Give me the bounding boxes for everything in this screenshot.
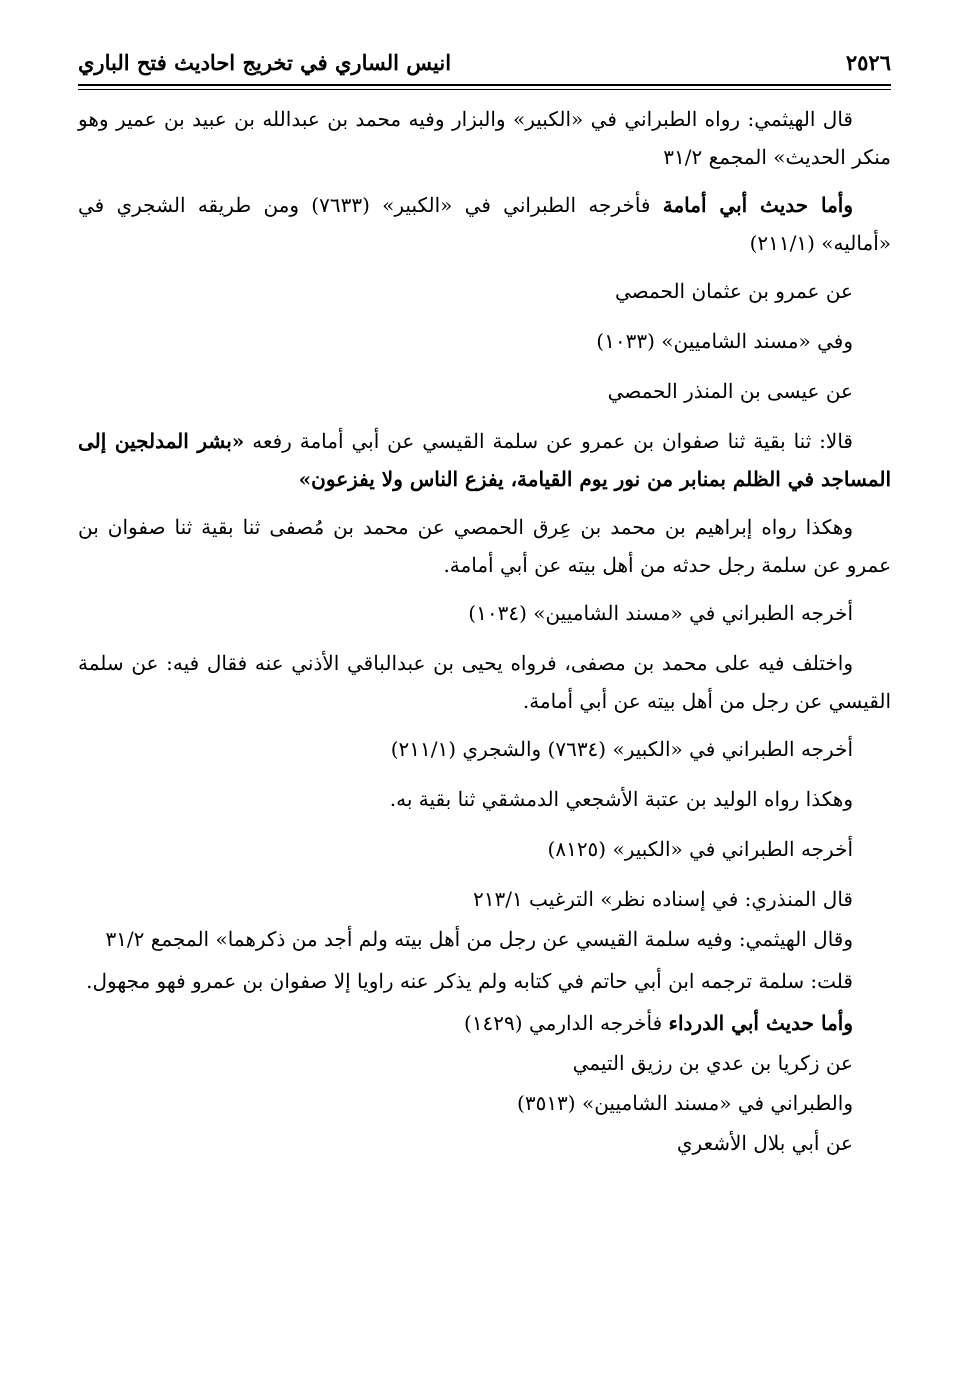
paragraph: واختلف فيه على محمد بن مصفى، فرواه يحيى بن عبدالباقي الأذني عنه فقال فيه: عن سلمة القيسي عن رجل من أهل بيته عن أبي أمامة.	[78, 651, 891, 713]
section-heading: وأما حديث أبي أمامة	[662, 193, 853, 217]
paragraph: قالا: ثنا بقية ثنا صفوان بن عمرو عن سلمة القيسي عن أبي أمامة رفعه «بشر المدلجين إلى المساجد في الظلم بمنابر من نور يوم القيامة، يفزع الناس ولا يفزعون»	[78, 429, 891, 491]
paragraph: وقال الهيثمي: وفيه سلمة القيسي عن رجل من أهل بيته ولم أجد من ذكرهما» المجمع ٣١/٢	[105, 927, 853, 951]
book-title: انيس الساري في تخريج احاديث فتح الباري	[78, 49, 452, 75]
paragraph: قال المنذري: في إسناده نظر» الترغيب ٢١٣/١	[472, 887, 853, 911]
page-number: ٢٥٢٦	[845, 49, 891, 75]
paragraph: أخرجه الطبراني في «مسند الشاميين» (١٠٣٤)	[468, 601, 853, 625]
page-header	[78, 42, 891, 82]
hadith-text: «بشر المدلجين إلى المساجد في الظلم بمنابر من نور يوم القيامة، يفزع الناس ولا يفزعون»	[78, 429, 891, 491]
paragraph: وهكذا رواه الوليد بن عتبة الأشجعي الدمشقي ثنا بقية به.	[389, 787, 853, 811]
paragraph: قلت: سلمة ترجمه ابن أبي حاتم في كتابه ولم يذكر عنه راويا إلا صفوان بن عمرو فهو مجهول.	[86, 969, 853, 993]
paragraph: وأما حديث أبي أمامة فأخرجه الطبراني في «الكبير» (٧٦٣٣) ومن طريقه الشجري في «أماليه» (٢١١/١)	[78, 193, 891, 255]
header-rule-thin	[78, 89, 891, 90]
paragraph: عن عيسى بن المنذر الحمصي	[607, 379, 853, 403]
section-heading: وأما حديث أبي الدرداء	[668, 1011, 853, 1035]
paragraph: أخرجه الطبراني في «الكبير» (٧٦٣٤) والشجري (٢١١/١)	[390, 737, 853, 761]
paragraph: عن زكريا بن عدي بن رزيق التيمي	[572, 1051, 853, 1075]
paragraph: والطبراني في «مسند الشاميين» (٣٥١٣)	[517, 1091, 853, 1115]
header-rule	[78, 84, 891, 86]
paragraph: عن عمرو بن عثمان الحمصي	[614, 279, 853, 303]
page-body	[78, 100, 891, 1164]
paragraph: أخرجه الطبراني في «الكبير» (٨١٢٥)	[547, 837, 853, 861]
paragraph: وفي «مسند الشاميين» (١٠٣٣)	[596, 329, 853, 353]
paragraph: عن أبي بلال الأشعري	[676, 1131, 853, 1155]
paragraph: وأما حديث أبي الدرداء فأخرجه الدارمي (١٤٢٩)	[464, 1011, 853, 1035]
paragraph: قال الهيثمي: رواه الطبراني في «الكبير» والبزار وفيه محمد بن عبدالله بن عبيد بن عمير وهو منكر الحديث» المجمع ٣١/٢	[78, 107, 891, 169]
paragraph: وهكذا رواه إبراهيم بن محمد بن عِرق الحمصي عن محمد بن مُصفى ثنا بقية ثنا صفوان بن عمرو عن سلمة رجل حدثه من أهل بيته عن أبي أمامة.	[78, 515, 891, 577]
